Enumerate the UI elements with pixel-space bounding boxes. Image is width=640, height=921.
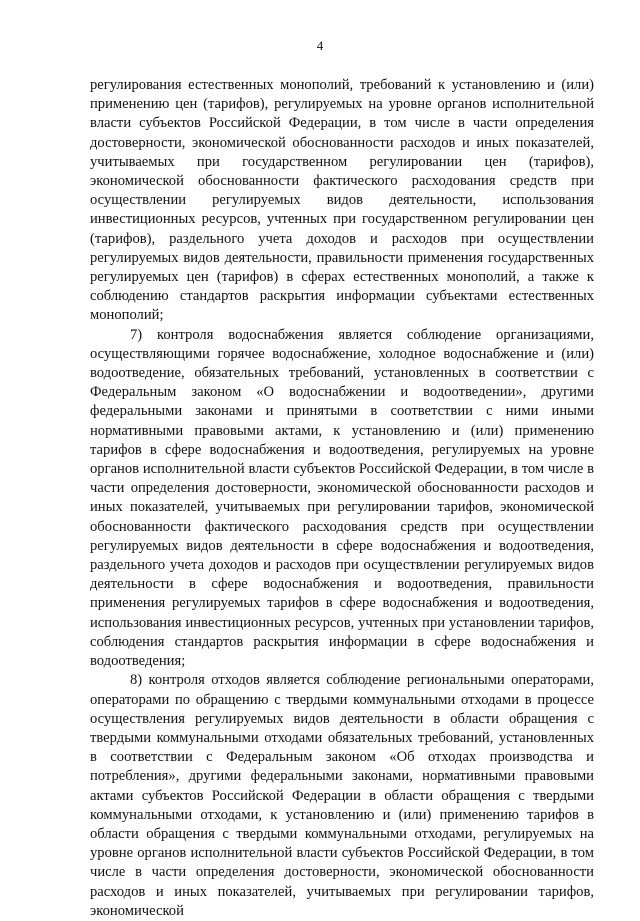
paragraph-item-7: 7) контроля водоснабжения является соблюдение организациями, осуществляющими горячее водоснабжение, холодное водоснабжение и (или) водоотведение, обязательных требований, установленных в соответствии с Федеральным законом «О водоснабжении и водоотведении», другими федеральными законами и принятыми в соответствии с ними иными нормативными правовыми актами, к установлению и (или) применению тарифов в сфере водоснабжения и водоотведения, регулируемых на уровне органов исполнительной власти субъектов Российской Федерации, в том числе в части определения достоверности, экономической обоснованности расходов и иных показателей, учитываемых при регулировании тарифов, экономической обоснованности фактического расходования средств при осуществлении регулируемых видов деятельности в сфере водоснабжения и водоотведения, раздельного учета доходов и расходов при осуществлении регулируемых видов деятельности в сфере водоснабжения и водоотведения, правильности применения регулируемых тарифов в сфере водоснабжения и водоотведения, использования инвестиционных ресурсов, учтенных при установлении тарифов, соблюдения стандартов раскрытия информации в сфере водоснабжения и водоотведения; <box>90 326 594 670</box>
document-body <box>90 76 594 921</box>
paragraph-item-8: 8) контроля отходов является соблюдение региональными операторами, операторами по обращению с твердыми коммунальными отходами в процессе осуществления регулируемых видов деятельности в области обращения с твердыми коммунальными отходами обязательных требований, установленных в соответствии с Федеральным законом «Об отходах производства и потребления», другими федеральными законами, нормативными правовыми актами субъектов Российской Федерации в области обращения с твердыми коммунальными отходами, к установлению и (или) применению тарифов в области обращения с твердыми коммунальными отходами, регулируемых на уровне органов исполнительной власти субъектов Российской Федерации, в том числе в части определения достоверности, экономической обоснованности расходов и иных показателей, учитываемых при регулировании тарифов, экономической <box>90 672 594 919</box>
page-number: 4 <box>316 38 324 53</box>
paragraph-continuation: регулирования естественных монополий, требований к установлению и (или) применению цен (тарифов), регулируемых на уровне органов исполнительной власти субъектов Российской Федерации, в том числе в части определения достоверности, экономической обоснованности расходов и иных показателей, учитываемых при государственном регулировании цен (тарифов), экономической обоснованности фактического расходования средств при осуществлении регулируемых видов деятельности, использования инвестиционных ресурсов, учтенных при государственном регулировании цен (тарифов), раздельного учета доходов и расходов при осуществлении регулируемых видов деятельности, правильности применения государственных регулируемых цен (тарифов) в сферах естественных монополий, а также к соблюдению стандартов раскрытия информации субъектами естественных монополий; <box>90 77 594 324</box>
